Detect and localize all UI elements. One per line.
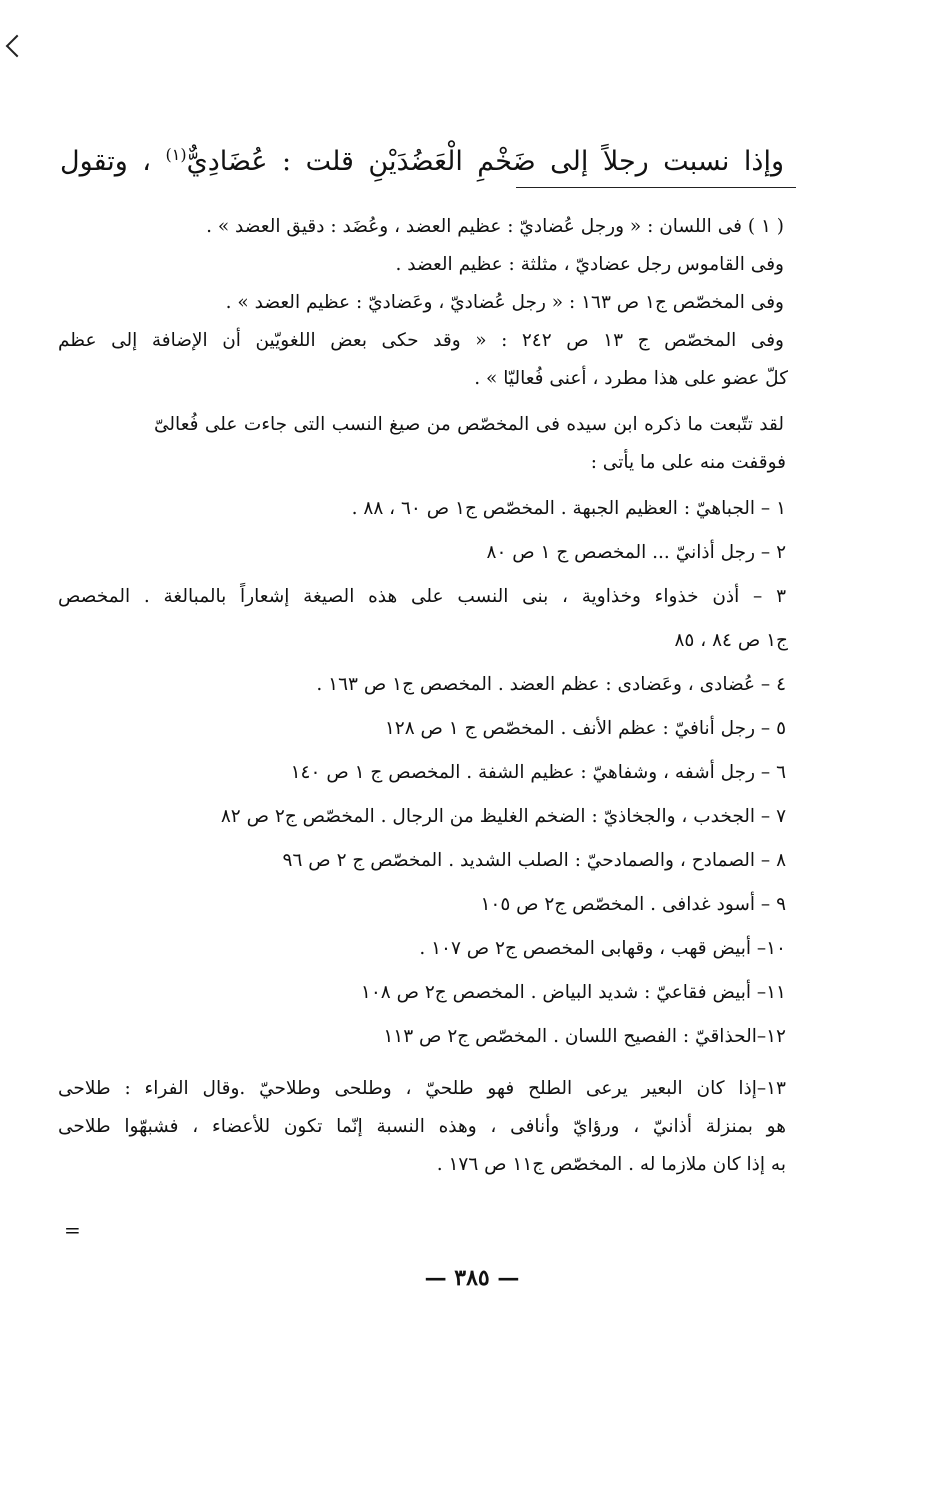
list-item: ٤ – عُضادى ، وعَضادى : عظم العضد . المخصص ج١ ص ١٦٣ . xyxy=(316,674,786,695)
list-item: ١٠– أبيض قهب ، وقهابى المخصص ج٢ ص ١٠٧ . xyxy=(419,938,786,959)
corner-mark xyxy=(6,35,29,58)
footnote-line: ( ١ ) فى اللسان : « ورجل عُضاديّ : عظيم العضد ، وعُضَد : دقيق العضد » . xyxy=(206,216,784,237)
list-item: ٧ – الجخدب ، والجخاذيّ : الضخم الغليظ من الرجال . المخصّص ج٢ ص ٨٢ xyxy=(220,806,786,827)
continuation-mark: = xyxy=(64,1218,81,1242)
intro-line: فوقفت منه على ما يأتى : xyxy=(590,452,786,473)
footnote-line: وفى المخصّص ج ١٣ ص ٢٤٢ : « وقد حكى بعض اللغويّين أن الإضافة إلى عظم xyxy=(58,330,784,351)
closing-line: هو بمنزلة أذانيّ ، ورؤايّ وأنافى ، وهذه النسبة إنّما تكون للأعضاء ، فشبهّوا طلاحى xyxy=(58,1116,786,1137)
main-text-line xyxy=(60,125,784,192)
intro-line: لقد تتّبعت ما ذكره ابن سيده فى المخصّص من صيغ النسب التى جاءت على فُعالىّ xyxy=(154,414,784,435)
closing-line: به إذا كان ملازما له . المخصّص ج١١ ص ١٧٦ . xyxy=(436,1154,786,1175)
footnote-line: وفى المخصّص ج١ ص ١٦٣ : « رجل عُضاديّ ، وعَضاديّ : عظيم العضد » . xyxy=(225,292,784,313)
nisba-list xyxy=(58,490,788,1056)
main-text-body: وإذا نسبت رجلاً إلى ضَخْمِ الْعَضُدَيْنِ قلت : عُضَادِيٌّ xyxy=(186,146,784,177)
list-item: ١ – الجباهيّ : العظيم الجبهة . المخصّص ج١ ص ٦٠ ، ٨٨ . xyxy=(351,498,786,519)
list-item: ١١– أبيض فقاعيّ : شديد البياض . المخصص ج٢ ص ١٠٨ xyxy=(360,982,786,1003)
footnote-separator-rule xyxy=(516,187,796,188)
page-number: — ٣٨٥ — xyxy=(424,1265,520,1291)
footnote-line: كلّ عضو على هذا مطرد ، أعنى فُعاليّا » . xyxy=(474,368,788,389)
main-text-end: ، وتقول xyxy=(60,146,151,177)
list-item-continuation: ج١ ص ٨٤ ، ٨٥ xyxy=(674,630,788,651)
footnote-marker: (١) xyxy=(165,145,187,164)
list-item: ٩ – أسود غدافى . المخصّص ج٢ ص ١٠٥ xyxy=(480,894,786,915)
closing-line: ١٣–إذا كان البعير يرعى الطلح فهو طلحيّ ، وطلحى وطلاحيّ .وقال الفراء : طلاحى xyxy=(58,1078,786,1099)
list-item: ٨ – الصمادح ، والصمادحيّ : الصلب الشديد . المخصّص ج ٢ ص ٩٦ xyxy=(282,850,786,871)
list-item: ٣ – أذن خذواء وخذاوية ، بنى النسب على هذه الصيغة إشعاراً بالمبالغة . المخصص xyxy=(58,586,786,607)
footnote-line: وفى القاموس رجل عضاديّ ، مثلثة : عظيم العضد . xyxy=(395,254,784,275)
list-item: ٥ – رجل أنافيّ : عظم الأنف . المخصّص ج ١ ص ١٢٨ xyxy=(384,718,786,739)
list-item: ١٢–الحذاقيّ : الفصيح اللسان . المخصّص ج٢ ص ١١٣ xyxy=(383,1026,786,1047)
list-item: ٦ – رجل أشفه ، وشفاهيّ : عظيم الشفة . المخصص ج ١ ص ١٤٠ xyxy=(290,762,786,783)
list-item: ٢ – رجل أذانيّ ... المخصص ج ١ ص ٨٠ xyxy=(486,542,786,563)
footnotes-block xyxy=(58,208,788,1184)
